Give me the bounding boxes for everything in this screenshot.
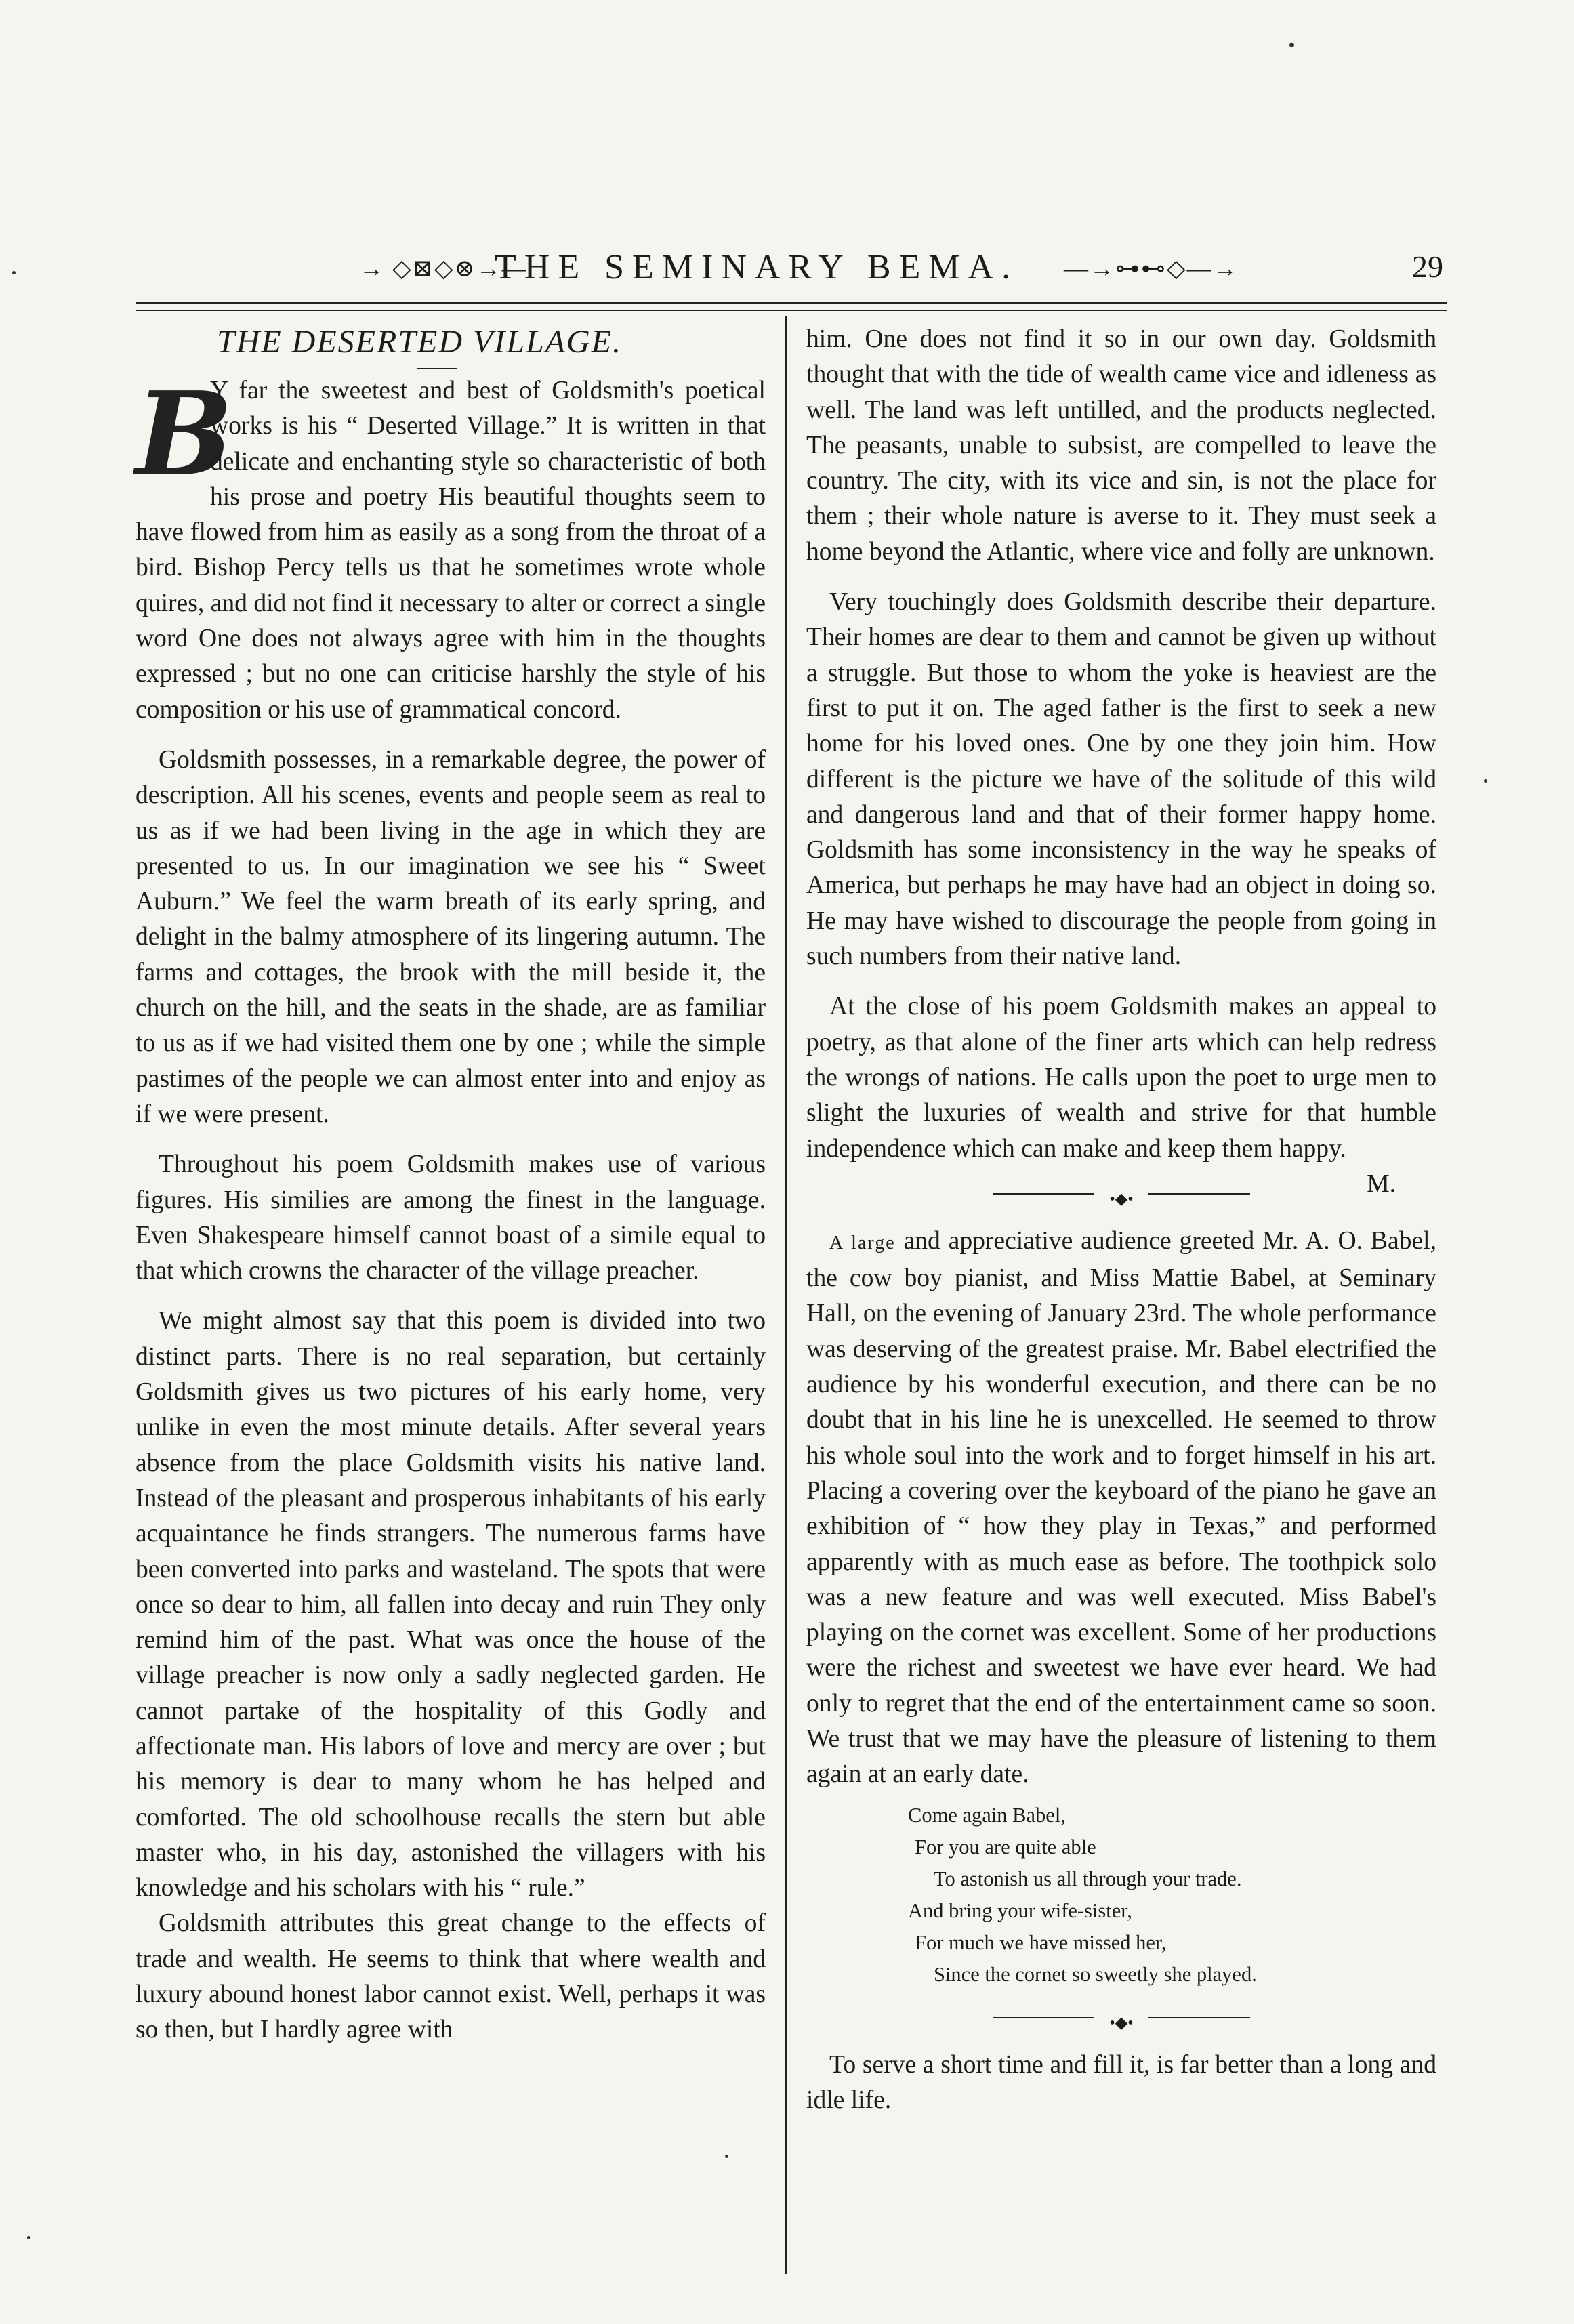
separator-ornament: •◆• xyxy=(1109,2014,1134,2032)
verse xyxy=(908,1800,1436,1991)
header-ornament-right: —→⊶⊷◇—→ xyxy=(1064,255,1239,282)
running-head xyxy=(136,247,1457,295)
verse-line: For much we have missed her, xyxy=(915,1930,1167,1954)
section-separator xyxy=(993,1187,1250,1208)
scan-speck xyxy=(27,2236,30,2239)
paragraph: Goldsmith attributes this great change to the effects of trade and wealth. He seems to think that where wealth and luxury abound honest labor cannot exist. Well, perhaps it was so then, but I hardly agree with xyxy=(136,1909,766,2044)
page-number: 29 xyxy=(1412,249,1443,284)
paragraph: Y far the sweetest and best of Goldsmith's poetical works is his “ Deserted Village.” It is written in that delicate and enchanting style so characteristic of both his prose and poetry His beautiful thoughts seem to have flowed from him as easily as a song from the throat of a bird. Bishop Percy tells us that he sometimes wrote whole quires, and did not find it necessary to alter or correct a single word One does not always agree with him in the thoughts expressed ; but no one can criticise harshly the style of his composition or his use of grammatical concord. xyxy=(136,377,766,724)
scan-speck xyxy=(12,271,16,274)
paragraph: Goldsmith possesses, in a remarkable degree, the power of description. All his scenes, events and people seem as real to us as if we had been living in the age in which they are presented to us. In our imagination we see his “ Sweet Auburn.” We feel the warm breath of its early spring, and delight in the balmy atmosphere of its lingering autumn. The farms and cottages, the brook with the mill beside it, the church on the hill, and the seats in the shade, are as familiar to us as if we had visited them one by one ; while the simple pastimes of the people we can almost enter into and enjoy as if we were present. xyxy=(136,745,766,1128)
header-rule-thick xyxy=(136,302,1447,304)
author-signoff: M. xyxy=(1367,1169,1396,1198)
paragraph: Throughout his poem Goldsmith makes use of various figures. His similies are among the finest in the language. Even Shakespeare himself cannot boast of a simile equal to that which crowns the character of the village preacher. xyxy=(136,1150,766,1285)
final-paragraph: At the close of his poem Goldsmith makes an appeal to poetry, as that alone of the finer arts which can help redress the wrongs of nations. He calls upon the poet to urge men to slight the luxuries of wealth and strive for that humble independence which can make and keep them happy. M. xyxy=(806,989,1436,1166)
lead-word: A large xyxy=(829,1232,896,1253)
scan-speck xyxy=(1289,43,1294,47)
article-body-start xyxy=(136,367,766,728)
article-title: THE DESERTED VILLAGE. xyxy=(217,324,622,360)
paragraph: Very touchingly does Goldsmith describe their departure. Their homes are dear to them and cannot be given up without a struggle. But those to whom the yoke is heaviest are the first to put it on. The aged father is the first to seek a new home for his loved ones. One by one they join him. How different is the picture we have of the solitude of this wild and dangerous land and that of their former happy home. Goldsmith has some inconsistency in the way he speaks of America, but perhaps he may have had an object in doing so. He may have wished to discourage the people from going in such numbers from their native land. xyxy=(806,588,1436,971)
title-rule xyxy=(417,368,457,369)
header-ornament-left: → ◇⊠◇⊗→— xyxy=(359,255,528,282)
verse-line: For you are quite able xyxy=(915,1835,1096,1859)
verse-line: Come again Babel, xyxy=(908,1803,1066,1827)
scan-speck xyxy=(725,2155,728,2158)
verse-line: And bring your wife-sister, xyxy=(908,1898,1132,1922)
scan-speck xyxy=(1484,779,1487,783)
column-divider xyxy=(785,316,787,2274)
drop-cap: B xyxy=(136,367,233,502)
separator-ornament: •◆• xyxy=(1109,1190,1134,1208)
closing-note: To serve a short time and fill it, is far better than a long and idle life. xyxy=(806,2050,1436,2114)
paragraph-continued: him. One does not find it so in our own day. Goldsmith thought that with the tide of wealth came vice and idleness as well. The land was left untilled, and the products neglected. The peasants, unable to subsist, are compelled to leave the country. The city, with its vice and sin, is not the place for them ; their whole nature is averse to it. They must seek a home beyond the Atlantic, where vice and folly are unknown. xyxy=(806,325,1436,566)
publication-title: THE SEMINARY BEMA. xyxy=(495,248,1019,287)
right-column xyxy=(806,322,1436,2118)
verse-line: To astonish us all through your trade. xyxy=(934,1867,1242,1890)
paragraph: We might almost say that this poem is divided into two distinct parts. There is no real separation, but certainly Goldsmith gives us two pictures of his early home, very unlike in even the most minute details. After several years absence from the place Goldsmith visits his native land. Instead of the pleasant and prosperous inhabitants of his early acquaintance he finds strangers. The numerous farms have been converted into parks and wasteland. The spots that were once so dear to him, all fallen into decay and ruin They only remind him of the past. What was once the house of the village preacher is now only a sadly neglected garden. He cannot partake of the hospitality of this Godly and affectionate man. His labors of love and mercy are over ; but his memory is dear to many whom he has helped and comforted. The old schoolhouse recalls the stern but able master who, in his day, astonished the villagers with his knowledge and his scholars with his “ rule.” xyxy=(136,1307,766,1903)
left-column xyxy=(136,322,766,2048)
verse-line: Since the cornet so sweetly she played. xyxy=(934,1962,1257,1986)
section-separator xyxy=(993,2011,1250,2032)
concert-notice: A large and appreciative audience greeted Mr. A. O. Babel, the cow boy pianist, and Miss Mattie Babel, at Seminary Hall, on the evening of January 23rd. The whole performance was deserving of the greatest praise. Mr. Babel electrified the audience by his wonderful execution, and there can be no doubt that in his line he is unexcelled. He seemed to throw his whole soul into the work and to forget himself in his art. Placing a covering over the keyboard of the piano he gave an exhibition of “ how they play in Texas,” and performed apparently with as much ease as before. The toothpick solo was a new feature and was well executed. Miss Babel's playing on the cornet was excellent. Some of her productions were the richest and sweetest we have ever heard. We had only to regret that the end of the entertainment came so soon. We trust that we may have the pleasure of listening to them again at an early date. xyxy=(806,1226,1436,1789)
header-rule-thin xyxy=(136,310,1447,311)
